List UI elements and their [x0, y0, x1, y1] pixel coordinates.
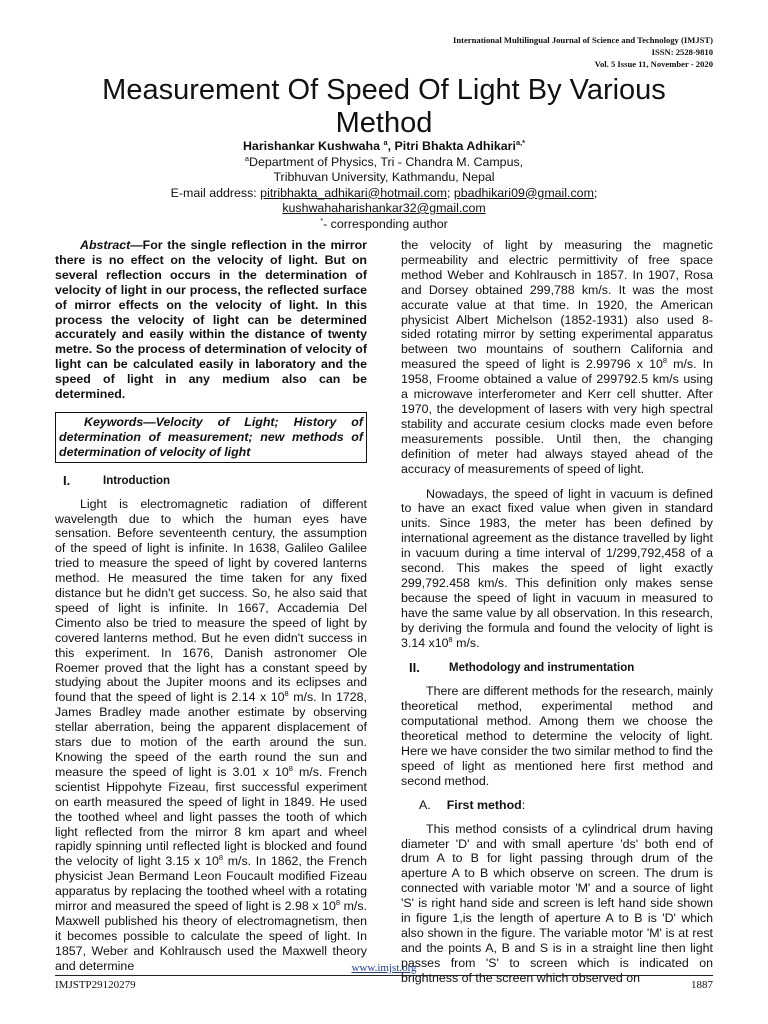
author-2: Pitri Bhakta Adhikari [394, 139, 516, 153]
abstract-label: Abstract [80, 238, 131, 252]
footer-page-number: 1887 [691, 979, 713, 991]
corresponding-sup: * [320, 215, 324, 225]
methodology-paragraph-2: This method consists of a cylindrical drum having diameter 'D' and with small aperture 'ds' both end of drum A to B for light passing through drum of the aperture A to B which observe on screen. The drum is connected with variable motor 'M' and a source of light 'S' is right hand side and screen is left hand side shown in figure 1,is the length of aperture A to B is 'D' which also shown in the figure. The variable motor 'M' is at rest and the points A, B and S is in a straight line then light passes from 'S' to screen which is indicated on brightness of the screen which observed on [401, 821, 713, 985]
author-1-sup: a [383, 137, 388, 147]
section-2-heading [401, 661, 713, 676]
email-line: E-mail address: pitribhakta_adhikari@hotmail.com; pbadhikari09@gmail.com; [170, 185, 598, 200]
paper-title: Measurement Of Speed Of Light By Various Method [102, 74, 666, 139]
journal-header [453, 34, 713, 70]
footer-divider [55, 975, 713, 976]
affiliation-sup: a [244, 153, 250, 163]
left-column [55, 238, 367, 974]
author-2-sup: a,* [515, 137, 526, 147]
email-link-2[interactable]: pbadhikari09@gmail.com [453, 185, 594, 200]
subsection-a-label: A. [419, 797, 431, 812]
section-1-heading [55, 474, 367, 489]
keywords-label: Keywords [84, 414, 144, 429]
intro-paragraph-1: Light is electromagnetic radiation of different wavelength due to which the human eyes have sensation. Before seventeenth century, the assumption of the speed of light is infinite. In 1638, Galileo Galilee tried to measure the speed of light by covered lanterns method. He measured the time taken for any fixed distance but he didn't get success. So, he also said that speed of light is infinite. In 1667, Accademia Del Cimento also be tried to measure the speed of light by covered lanterns method. But he even didn't success in this experiment. In 1676, Danish astronomer Ole Roemer proved that the light has a constant speed by studying about the Jupiter moons and its eclipses and found that the speed of light is 2.14 x $10^8$ m/s. In 1728, James Bradley made another estimate by observing stellar aberration, being the apparent displacement of stars due to motion of the earth around the sun. Knowing the speed of the earth round the sun and measure the speed of light is 3.01 x $10^8$ m/s. French scientist Hippohyte Fizeau, first successful experiment on earth measured the speed of light in 1849. He used the toothed wheel and light passes the tooth of which light reflected from the mirror 8 km apart and wheel rapidly spinning until reflected light is blocked and found the velocity of light 3.15 x $10^8$ m/s. In 1862, the French physicist Jean Bermand Leon Foucault modified Fizeau apparatus by replacing the toothed wheel with a rotating mirror and measured the speed of light is 2.98 x $10^8$ m/s. Maxwell published his theory of electromagnetism, then it becomes possible to calculate the speed of light. In 1857, Weber and Kohlrausch used the Maxwell theory and determine [55, 496, 367, 973]
journal-issn: ISSN: 2528-9810 [651, 47, 713, 57]
author-names: Harishankar Kushwaha $^a$, Pitri Bhakta Adhikari$^{a,*}$ [242, 137, 526, 153]
corresponding-note: *- corresponding author [320, 215, 448, 231]
footer-url-link[interactable]: www.imjst.org [351, 962, 417, 974]
email-link-3[interactable]: kushwahaharishankar32@gmail.com [282, 201, 486, 215]
section-2-number: II. [409, 660, 420, 676]
journal-volume: Vol. 5 Issue 11, November - 2020 [594, 59, 713, 69]
affiliation-line-2: Tribhuvan University, Kathmandu, Nepal [273, 170, 495, 184]
email-link-1[interactable]: pitribhakta_adhikari@hotmail.com [260, 185, 447, 200]
subsection-a-heading: A. First method: [419, 797, 526, 812]
email-label: E-mail address: [170, 185, 257, 200]
author-1: Harishankar Kushwaha [242, 139, 381, 153]
abstract-text: For the single reflection in the mirror there is no effect on the velocity of light. But on several reflection occurs in the determination of velocity of light in our process, the reflected surface of mirror effects on the velocity of light. In this process the velocity of light can be determined accurately and easily within the distance of twenty metre. So the process of determination of velocity of light can be calculated easily in laboratory and the speed of light in any medium also can be determined. [55, 238, 367, 402]
intro-paragraph-2: the velocity of light by measuring the magnetic permeability and electric permittivity of free space method Weber and Kohlrausch in 1857. In 1907, Rosa and Dorsey obtained 299,788 km/s. It was the most accurate value at that time. In 1920, the American physicist Albert Michelson (1852-1931) also used 8-sided rotating mirror by setting experimental apparatus between two mountains of southern California and measured the speed of light is 2.99796 x $10^8$ m/s. In 1958, Froome obtained a value of 299792.5 km/s using a microwave interferometer and Kerr cell shutter. After 1970, the development of lasers with very high spectral stability and accurate cesium clocks made even before measurements possible. Until then, the changing definition of meter had always stayed ahead of the accuracy of measurements of speed of light. [401, 238, 714, 476]
abstract: Abstract—For the single reflection in the mirror there is no effect on the velocity of light. But on several reflection occurs in the determination of velocity of light in our process, the reflected surface of mirror effects on the velocity of light. In this process the velocity of light can be determined accurately and easily within the distance of twenty metre. So the process of determination of velocity of light can be calculated easily in laboratory and the speed of light in any medium also can be determined. [55, 238, 367, 402]
author-block [50, 139, 718, 232]
methodology-paragraph-1: There are different methods for the research, mainly theoretical method, experimental method and computational method. Among them we choose the theoretical method to determine the velocity of light. Here we have consider the two similar method to find the speed of light as mentioned here first method and second method. [401, 684, 713, 788]
right-column [401, 238, 713, 986]
affiliation-line-1: $^a$Department of Physics, Tri - Chandra M. Campus, [244, 153, 524, 169]
section-1-title: Introduction [103, 474, 171, 487]
section-1-number: I. [63, 472, 71, 488]
intro-paragraph-3: Nowadays, the speed of light in vacuum is defined to have an exact fixed value when given in standard units. Since 1983, the meter has been defined by international agreement as the distance travelled by light in vacuum during a time interval of 1/299,792,458 of a second. This makes the speed of light exactly 299,792.458 km/s. This definition only makes sense because the speed of light in vacuum in measured to have the same value by all observation. In this research, by deriving the formula and found the velocity of light is 3.14 $x10^8$ m/s. [401, 486, 713, 650]
footer-paper-id: IMJSTP29120279 [55, 979, 136, 991]
keywords-box: Keywords—Velocity of Light; History of determination of measurement; new methods of determination of velocity of light [55, 412, 367, 463]
journal-name: International Multilingual Journal of Science and Technology (IMJST) [453, 35, 713, 45]
subsection-a-title: First method [446, 797, 522, 812]
section-2-title: Methodology and instrumentation [449, 662, 635, 675]
email-line-2 [50, 201, 718, 217]
keywords-text: Velocity of Light; History of determination of measurement; new methods of determination of velocity of light [59, 414, 363, 459]
